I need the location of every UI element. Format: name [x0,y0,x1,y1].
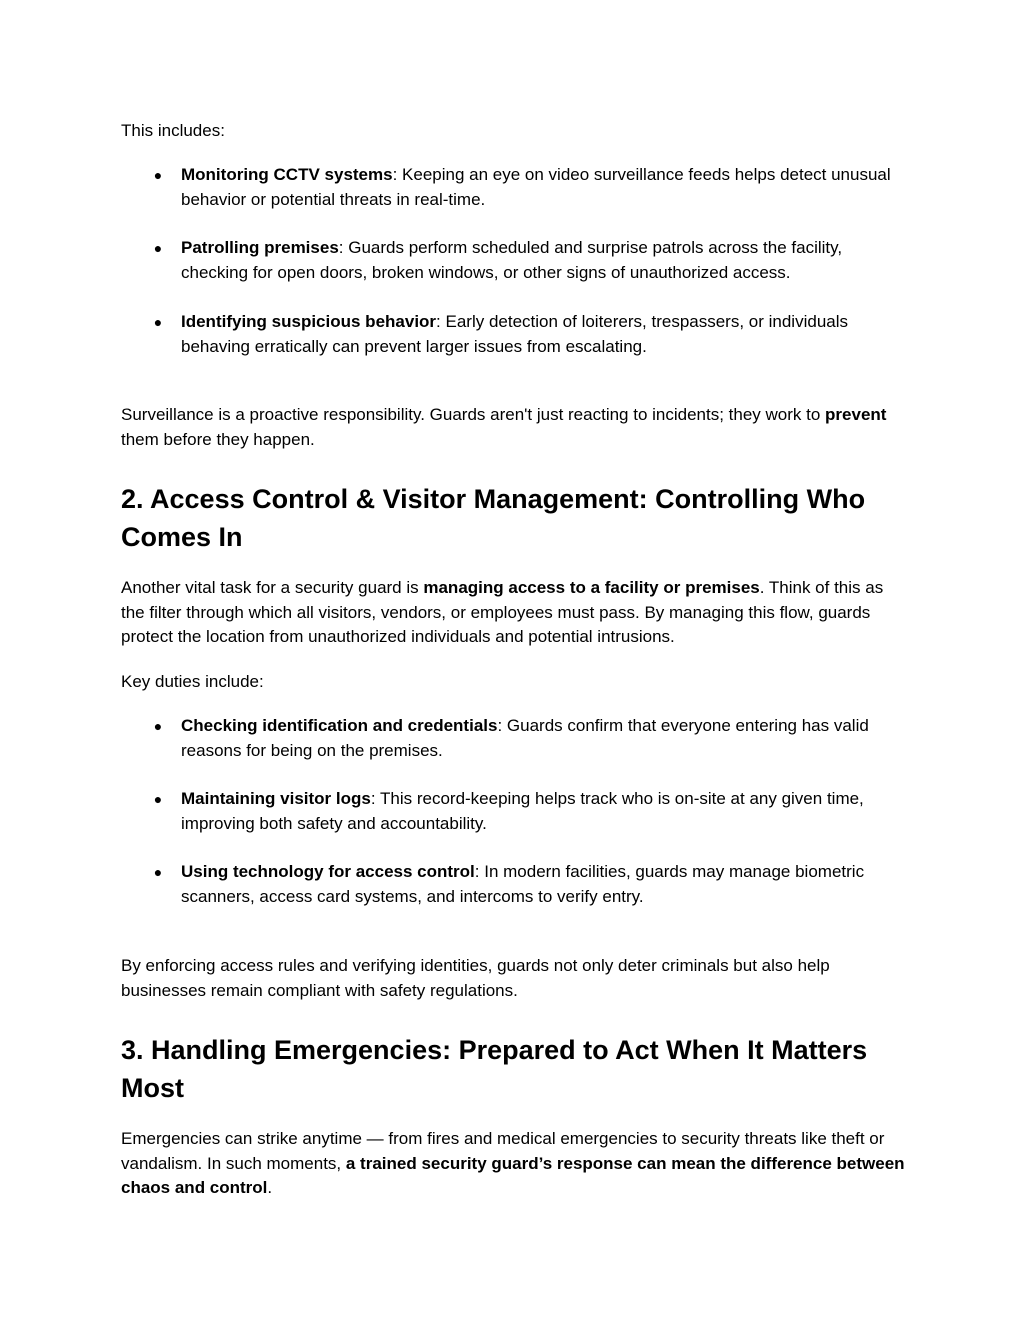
emphasis-access: managing access to a facility or premises [423,578,760,597]
section-3-heading: 3. Handling Emergencies: Prepared to Act When It Matters Most [121,1035,868,1103]
section-2-summary: By enforcing access rules and verifying identities, guards not only deter criminals but also help businesses remain compliant with safety regulations. [121,956,830,1000]
intro-text: This includes: [121,121,225,140]
list-item-description: : Guards confirm that everyone entering has valid reasons for being on the premises. [181,716,869,760]
list-item-description: : Guards perform scheduled and surprise patrols across the facility, checking for open doors, broken windows, or other signs of unauthorized access. [181,238,843,282]
bullet-icon: ● [153,864,163,880]
section-2-heading: 2. Access Control & Visitor Management: Controlling Who Comes In [121,484,866,552]
list-item-term: Monitoring CCTV systems [181,165,393,184]
emphasis-prevent: prevent [825,405,887,424]
list-item-term: Checking identification and credentials [181,716,498,735]
list-item-description: : Early detection of loiterers, trespassers, or individuals behaving erratically can prevent larger issues from escalating. [181,312,849,356]
bullet-icon: ● [153,718,163,734]
bullet-icon: ● [153,167,163,183]
surveillance-summary: Surveillance is a proactive responsibility. Guards aren't just reacting to incidents; they work to prevent them before they happen. [121,405,887,449]
bullet-icon: ● [153,314,163,330]
list-item-term: Using technology for access control [181,862,475,881]
section-3-intro: Emergencies can strike anytime — from fires and medical emergencies to security threats like theft or vandalism. In such moments, a trained security guard’s response can mean the difference between chaos and control. [121,1129,905,1197]
list-item-term: Maintaining visitor logs [181,789,371,808]
bullet-icon: ● [153,240,163,256]
section-2-intro: Another vital task for a security guard is managing access to a facility or premises. Think of this as the filter through which all visitors, vendors, or employees must pass. By managing this flow, guards protect the location from unauthorized individuals and potential intrusions. [121,578,884,646]
bullet-icon: ● [153,791,163,807]
list-item-term: Patrolling premises [181,238,339,257]
list-item-description: : This record-keeping helps track who is on-site at any given time, improving both safety and accountability. [181,789,864,833]
key-duties-label: Key duties include: [121,672,264,691]
list-item-description: : Keeping an eye on video surveillance feeds helps detect unusual behavior or potential threats in real-time. [181,165,891,209]
list-item-description: : In modern facilities, guards may manage biometric scanners, access card systems, and intercoms to verify entry. [181,862,865,906]
emphasis-response: a trained security guard’s response can mean the difference between chaos and control [121,1153,905,1197]
list-item-term: Identifying suspicious behavior [181,312,437,331]
